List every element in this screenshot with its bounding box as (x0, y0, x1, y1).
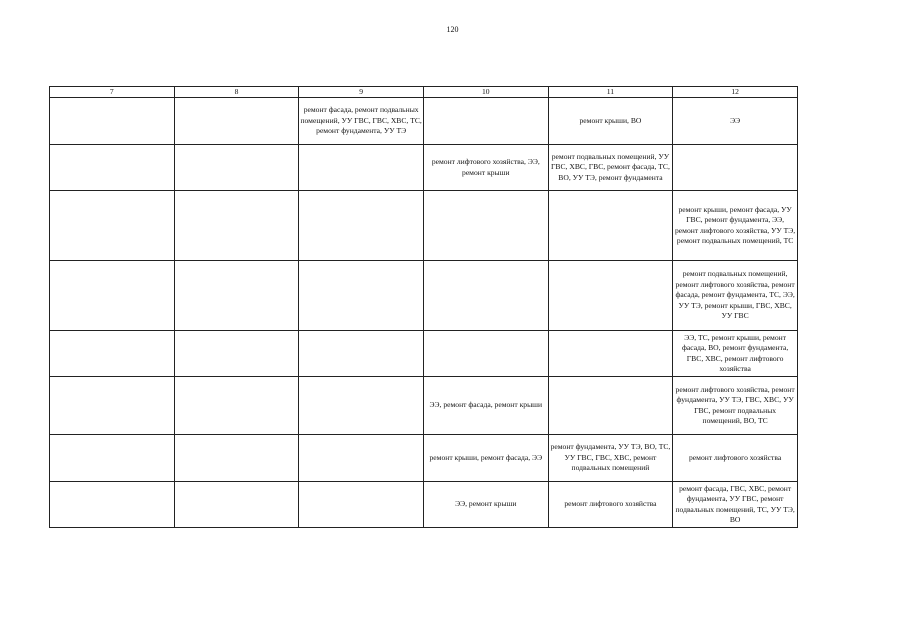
table-cell: ремонт лифтового хозяйства (673, 435, 798, 482)
page-number: 120 (446, 25, 459, 34)
column-header-10: 10 (423, 87, 548, 98)
table-cell: ремонт крыши, ремонт фасада, ЭЭ (423, 435, 548, 482)
column-header-9: 9 (299, 87, 424, 98)
table-row (50, 261, 798, 331)
table-cell (50, 191, 175, 261)
table-cell: ЭЭ, ТС, ремонт крыши, ремонт фасада, ВО, ремонт фундамента, ГВС, ХВС, ремонт лифтового хозяйства (673, 331, 798, 377)
column-header-7: 7 (50, 87, 175, 98)
table-cell (50, 98, 175, 145)
table-cell (299, 331, 424, 377)
works-table (49, 86, 798, 528)
table-row (50, 98, 798, 145)
table-cell (548, 331, 673, 377)
table-cell: ЭЭ, ремонт фасада, ремонт крыши (423, 377, 548, 435)
table-cell (174, 145, 299, 191)
table-cell: ЭЭ (673, 98, 798, 145)
table-cell (174, 98, 299, 145)
table-header-row (50, 87, 798, 98)
table-cell (50, 377, 175, 435)
table-cell (174, 261, 299, 331)
table-cell (548, 377, 673, 435)
column-header-11: 11 (548, 87, 673, 98)
table-cell (174, 377, 299, 435)
table-cell (299, 482, 424, 528)
table-cell (50, 435, 175, 482)
column-header-8: 8 (174, 87, 299, 98)
table-cell (174, 435, 299, 482)
column-header-12: 12 (673, 87, 798, 98)
table-cell: ремонт лифтового хозяйства, ремонт фундамента, УУ ТЭ, ГВС, ХВС, УУ ГВС, ремонт подвальных помещений, ВО, ТС (673, 377, 798, 435)
table-row (50, 482, 798, 528)
table-cell: ремонт фасада, ремонт подвальных помещений, УУ ГВС, ГВС, ХВС, ТС, ремонт фундамента, УУ ТЭ (299, 98, 424, 145)
table-cell: ремонт крыши, ремонт фасада, УУ ГВС, ремонт фундамента, ЭЭ, ремонт лифтового хозяйства, УУ ТЭ, ремонт подвальных помещений, ТС (673, 191, 798, 261)
table-row (50, 145, 798, 191)
table-cell: ремонт подвальных помещений, ремонт лифтового хозяйства, ремонт фасада, ремонт фундамента, ТС, ЭЭ, УУ ТЭ, ремонт крыши, ГВС, ХВС, УУ ГВС (673, 261, 798, 331)
table-cell (423, 261, 548, 331)
table-cell (423, 98, 548, 145)
table-cell (673, 145, 798, 191)
table-cell (50, 482, 175, 528)
table-row (50, 377, 798, 435)
table-row (50, 191, 798, 261)
table-cell (423, 331, 548, 377)
table-cell: ремонт фасада, ГВС, ХВС, ремонт фундамента, УУ ГВС, ремонт подвальных помещений, ТС, УУ ТЭ, ВО (673, 482, 798, 528)
table-row (50, 331, 798, 377)
table-cell (299, 377, 424, 435)
table-cell (174, 331, 299, 377)
table-cell (174, 482, 299, 528)
table-cell: ремонт фундамента, УУ ТЭ, ВО, ТС, УУ ГВС, ГВС, ХВС, ремонт подвальных помещений (548, 435, 673, 482)
table-cell (174, 191, 299, 261)
table-cell (299, 145, 424, 191)
table-cell: ЭЭ, ремонт крыши (423, 482, 548, 528)
table-cell (50, 331, 175, 377)
table-cell (50, 145, 175, 191)
table-cell: ремонт лифтового хозяйства (548, 482, 673, 528)
table-cell: ремонт лифтового хозяйства, ЭЭ, ремонт крыши (423, 145, 548, 191)
table-cell (299, 191, 424, 261)
table-cell (548, 191, 673, 261)
table-cell (50, 261, 175, 331)
table-cell (299, 261, 424, 331)
table-row (50, 435, 798, 482)
table-cell (548, 261, 673, 331)
table-cell: ремонт крыши, ВО (548, 98, 673, 145)
table-cell (423, 191, 548, 261)
table-cell: ремонт подвальных помещений, УУ ГВС, ХВС, ГВС, ремонт фасада, ТС, ВО, УУ ТЭ, ремонт фундамента (548, 145, 673, 191)
table-cell (299, 435, 424, 482)
